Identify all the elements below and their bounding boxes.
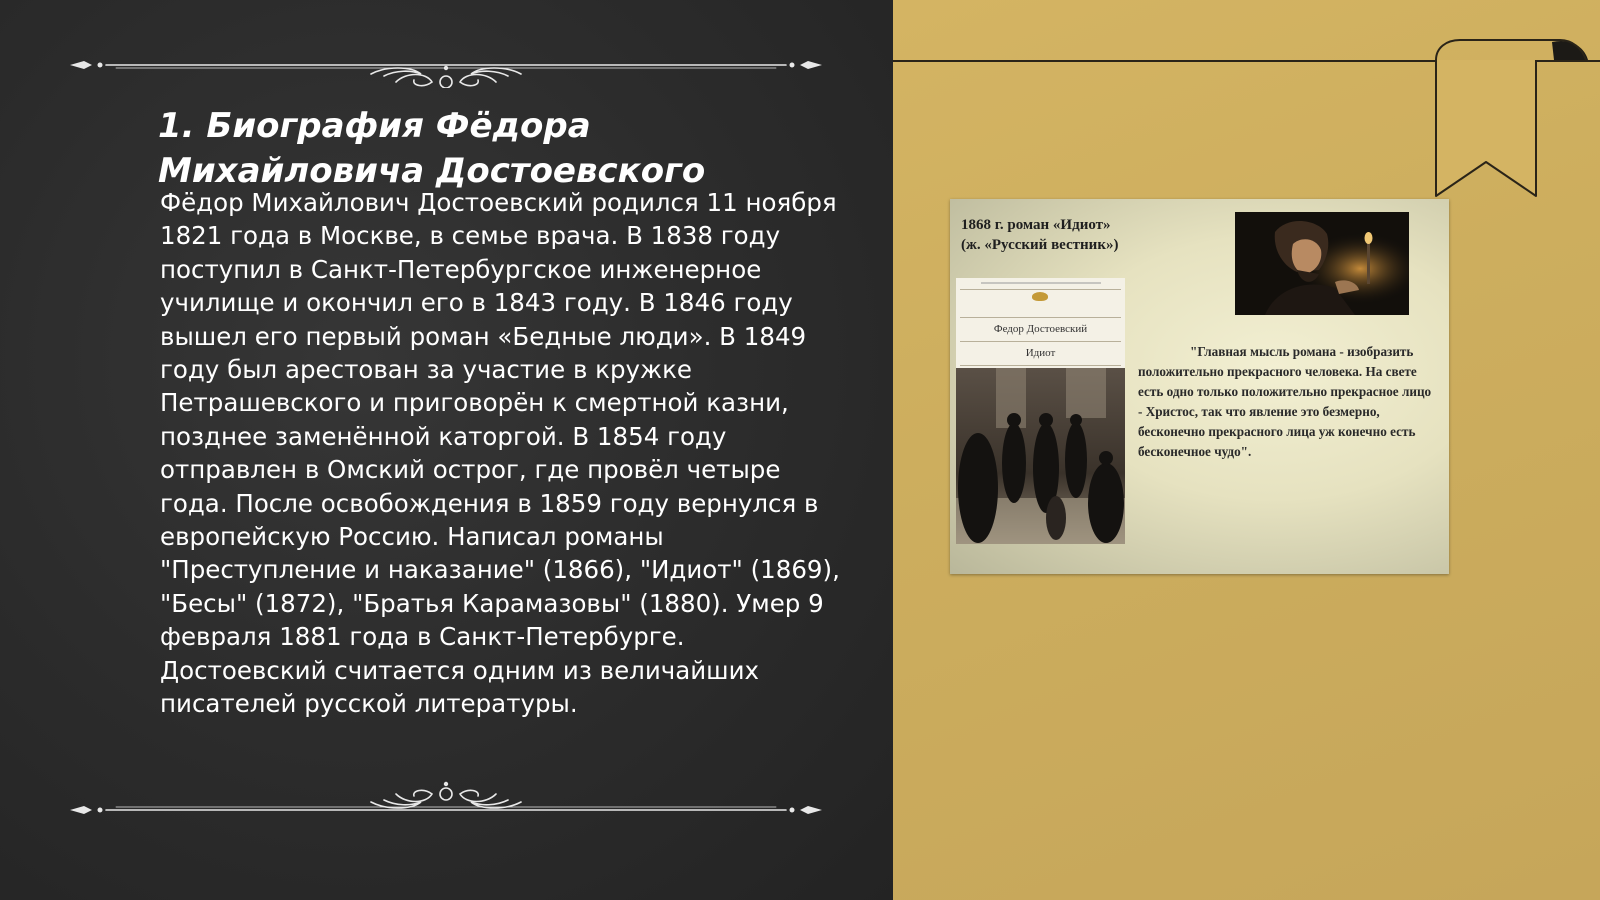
book-emblem-icon — [1032, 292, 1048, 301]
book-cover-painting — [956, 368, 1125, 544]
biography-text: Фёдор Михайлович Достоевский родился 11 ноября 1821 года в Москве, в семье врача. В 1838 году поступил в Санкт-Петербургское инженерное училище и окончил его в 1843 году. В 1846 году вышел его первый роман «Бедные люди». В 1849 году был арестован за участие в кружке Петрашевского и приговорён к смертной казни, позднее заменённой каторгой. В 1854 году отправлен в Омский острог, где провёл четыре года. После освобождения в 1859 году вернулся в европейскую Россию. Написал романы "Преступление и наказание" (1866), "Идиот" (1869), "Бесы" (1872), "Братья Карамазовы" (1880). Умер 9 февраля 1881 года в Санкт-Петербурге. Достоевский считается одним из величайших писателей русской литературы. — [160, 188, 840, 719]
top-ornament-divider — [66, 48, 826, 88]
quote-text: "Главная мысль романа - изобразить положительно прекрасного человека. На свете есть одно только положительно прекрасное лицо - Христос, так что явление это безмерно, бесконечно прекрасного лица уж конечно есть бесконечное чудо". — [1138, 344, 1432, 459]
caption-line-1: 1868 г. роман «Идиот» — [961, 217, 1111, 233]
bottom-ornament-divider — [66, 780, 826, 820]
book-author: Федор Достоевский — [993, 323, 1088, 335]
bookmark-ribbon-icon — [1432, 36, 1596, 200]
book-series-mark — [956, 281, 1125, 287]
novel-caption — [961, 215, 1221, 255]
idiot-novel-card — [950, 199, 1449, 574]
book-title: Идиот — [1025, 347, 1056, 359]
book-cover-image — [956, 278, 1125, 544]
slide-title: 1. Биография Фёдора Михайловича Достоевского — [158, 106, 706, 191]
caption-line-2: (ж. «Русский вестник») — [961, 237, 1119, 253]
novel-quote — [1138, 342, 1434, 462]
dostoevsky-portrait-image — [1235, 212, 1409, 315]
